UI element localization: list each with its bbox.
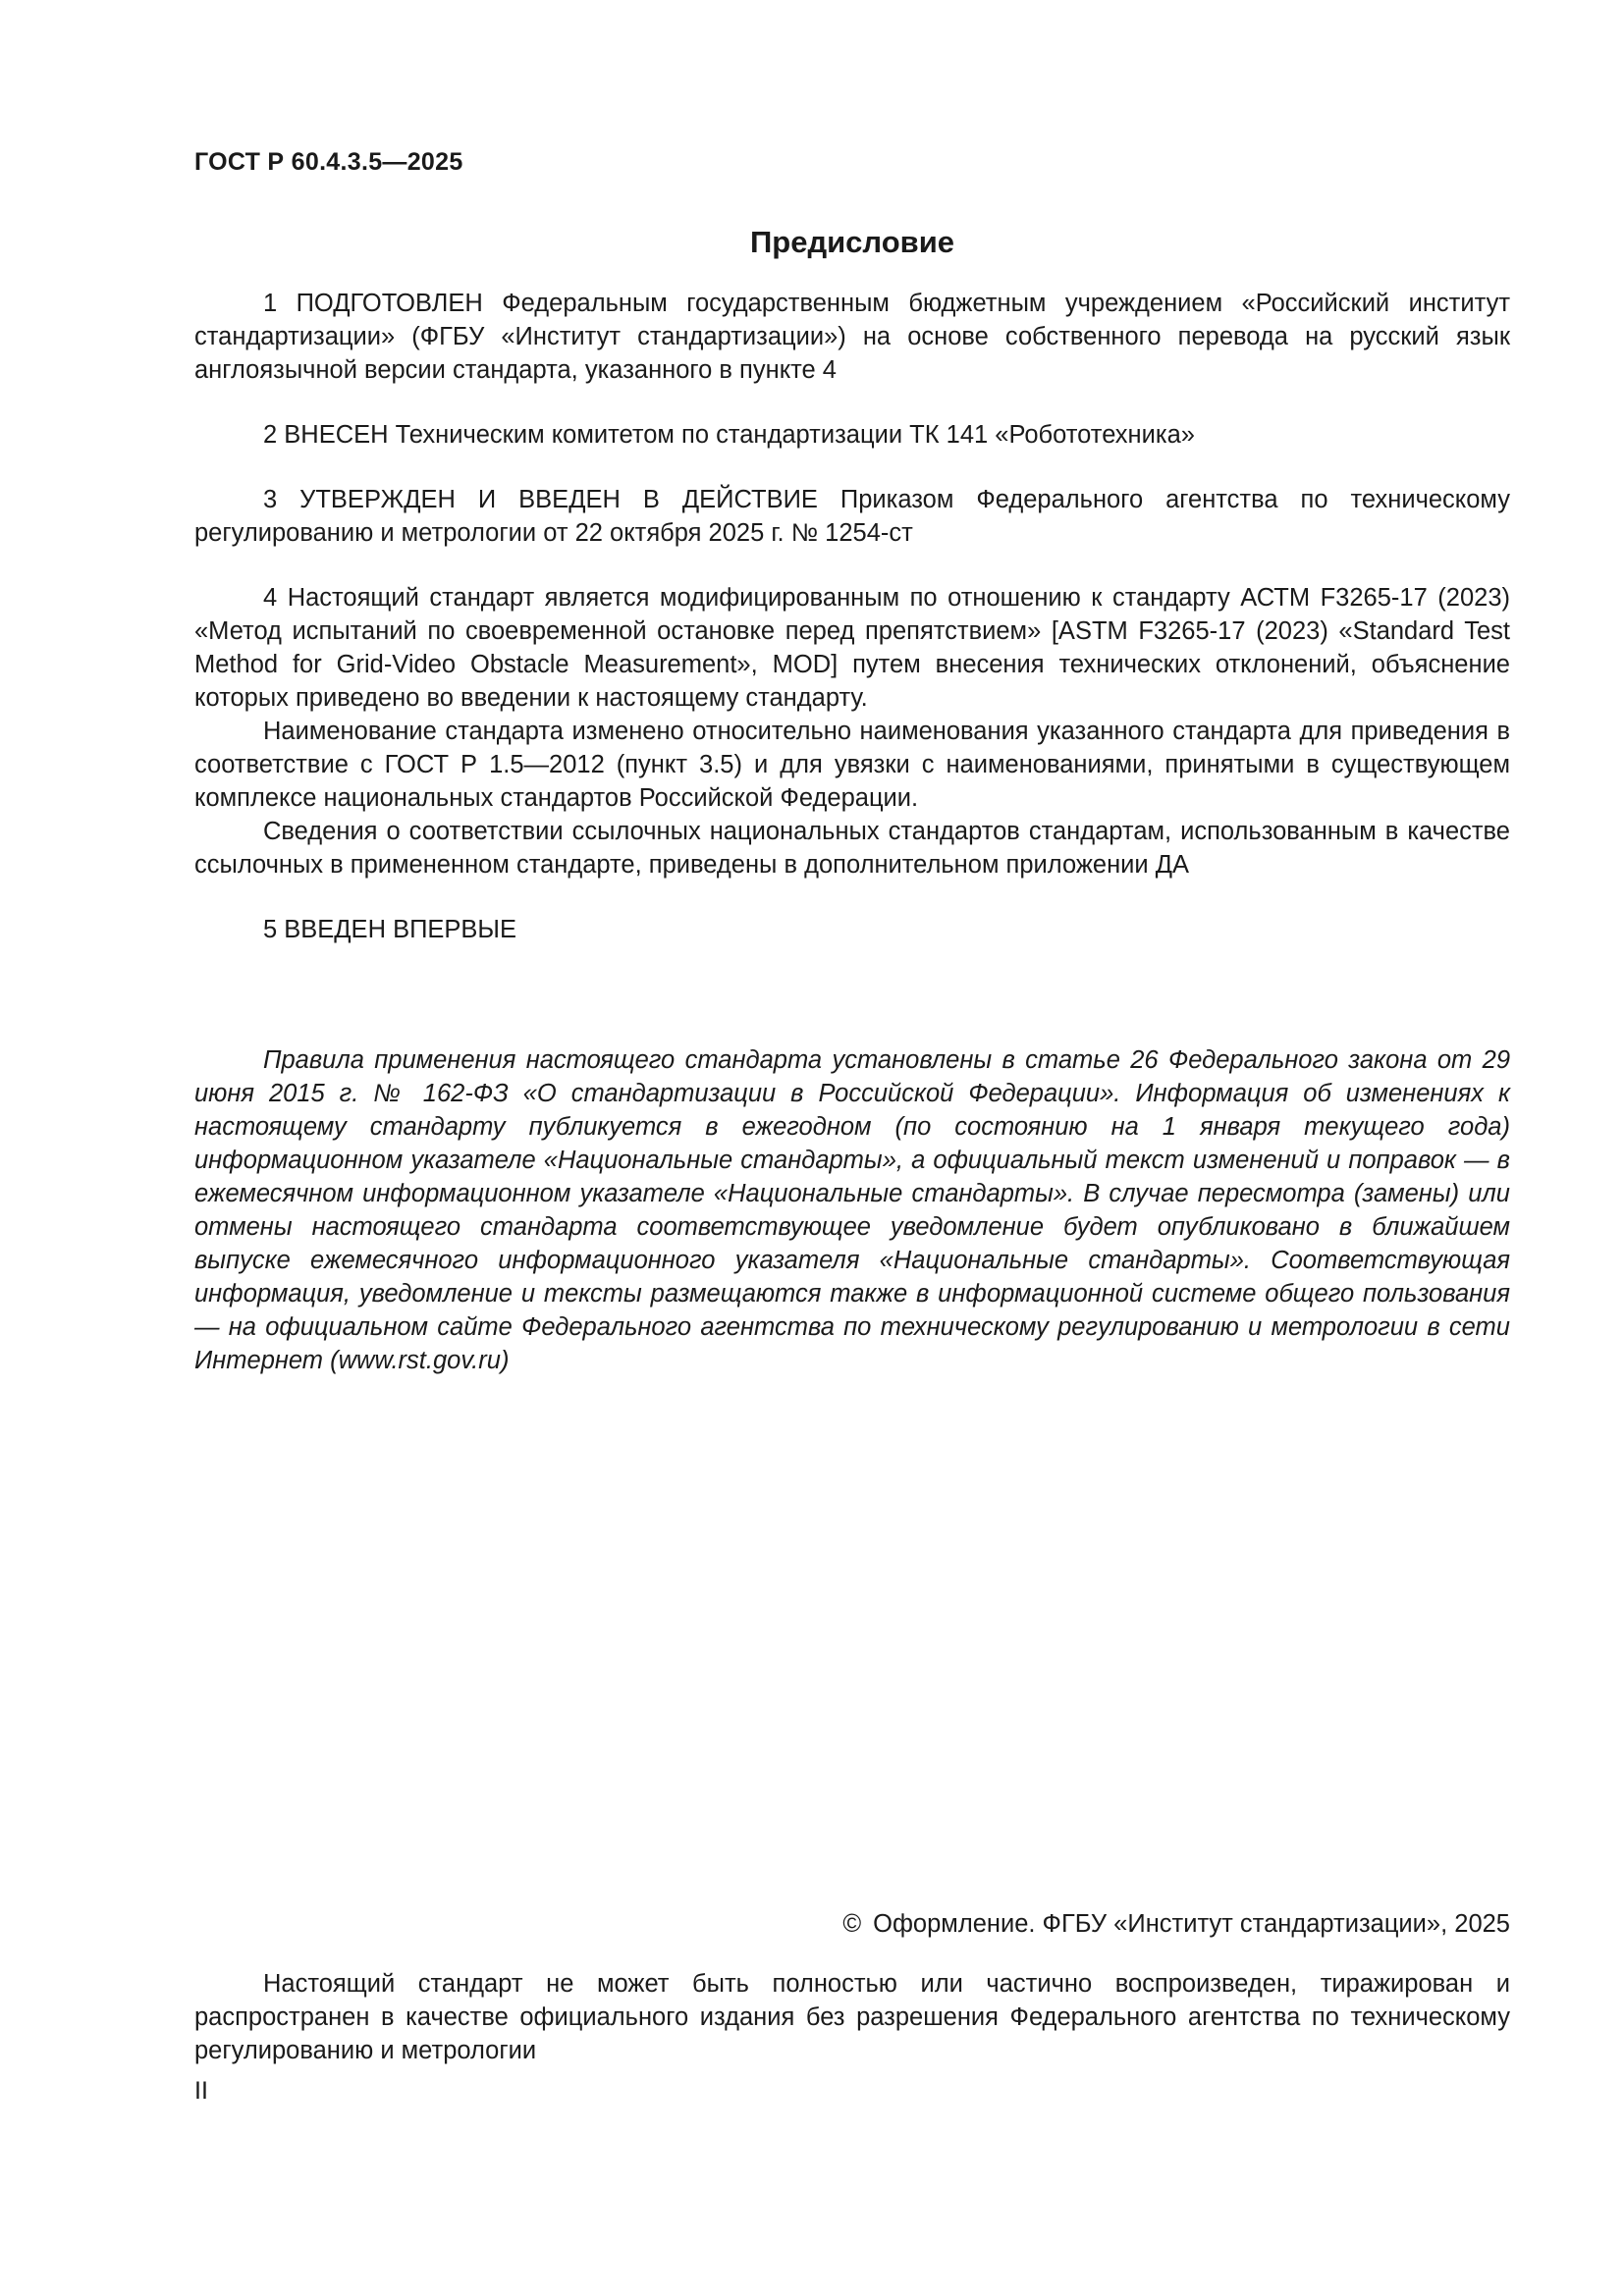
application-rules-notice: Правила применения настоящего стандарта установлены в статье 26 Федерального закона от 29 июня 2015 г. № 162-ФЗ «О стандартизации в Российской Федерации». Информация об изменениях к настоящему стандарту публикуется в ежегодном (по состоянию на 1 января текущего года) информационном указателе «Национальные стандарты», а официальный текст изменений и поправок — в ежемесячном информационном указателе «Национальные стандарты». В случае пересмотра (замены) или отмены настоящего стандарта соответствующее уведомление будет опубликовано в ближайшем выпуске ежемесячного информационного указателя «Национальные стандарты». Соответствующая информация, уведомление и тексты размещаются также в информационной системе общего пользования — на официальном сайте Федерального агентства по техническому регулированию и метрологии в сети Интернет (www.rst.gov.ru) [194, 1046, 1510, 1374]
paragraph-first-introduced: 5 ВВЕДЕН ВПЕРВЫЕ [263, 916, 517, 943]
reproduction-restriction: Настоящий стандарт не может быть полностью или частично воспроизведен, тиражирован и распространен в качестве официального издания без разрешения Федерального агентства по техническому регулированию и метрологии [194, 1970, 1510, 2064]
paragraph-name-changed: Наименование стандарта изменено относительно наименования указанного стандарта для приведения в соответствие с ГОСТ Р 1.5—2012 (пункт 3.5) и для увязки с наименованиями, принятыми в существующем комплексе национальных стандартов Российской Федерации. [194, 718, 1510, 812]
paragraph-prepared: 1 ПОДГОТОВЛЕН Федеральным государственным бюджетным учреждением «Российский институт стандартизации» (ФГБУ «Институт стандартизации») на основе собственного перевода на русский язык англоязычной версии стандарта, указанного в пункте 4 [194, 290, 1510, 384]
paragraph-modified: 4 Настоящий стандарт является модифицированным по отношению к стандарту АСТМ F3265-17 (2023) «Метод испытаний по своевременной остановке перед препятствием» [ASTM F3265-17 (2023) «Standard Test Method for Grid-Video Obstacle Measurement», MOD] путем внесения технических отклонений, объяснение которых приведено во введении к настоящему стандарту. [194, 584, 1510, 712]
document-code: ГОСТ Р 60.4.3.5—2025 [194, 148, 463, 176]
paragraph-approved: 3 УТВЕРЖДЕН И ВВЕДЕН В ДЕЙСТВИЕ Приказом Федерального агентства по техническому регулированию и метрологии от 22 октября 2025 г. № 1254-ст [194, 486, 1510, 547]
preface-body [194, 287, 1510, 946]
paragraph-submitted: 2 ВНЕСЕН Техническим комитетом по стандартизации ТК 141 «Робототехника» [263, 421, 1195, 449]
copyright-icon: © [842, 1910, 862, 1938]
page-number: II [194, 2077, 208, 2105]
copyright-line [842, 1907, 1510, 1941]
paragraph-references: Сведения о соответствии ссылочных национальных стандартов стандартам, использованным в качестве ссылочных в примененном стандарте, приведены в дополнительном приложении ДА [194, 818, 1510, 879]
section-title: Предисловие [749, 225, 954, 259]
copyright-text: Оформление. ФГБУ «Институт стандартизации», 2025 [873, 1910, 1510, 1938]
